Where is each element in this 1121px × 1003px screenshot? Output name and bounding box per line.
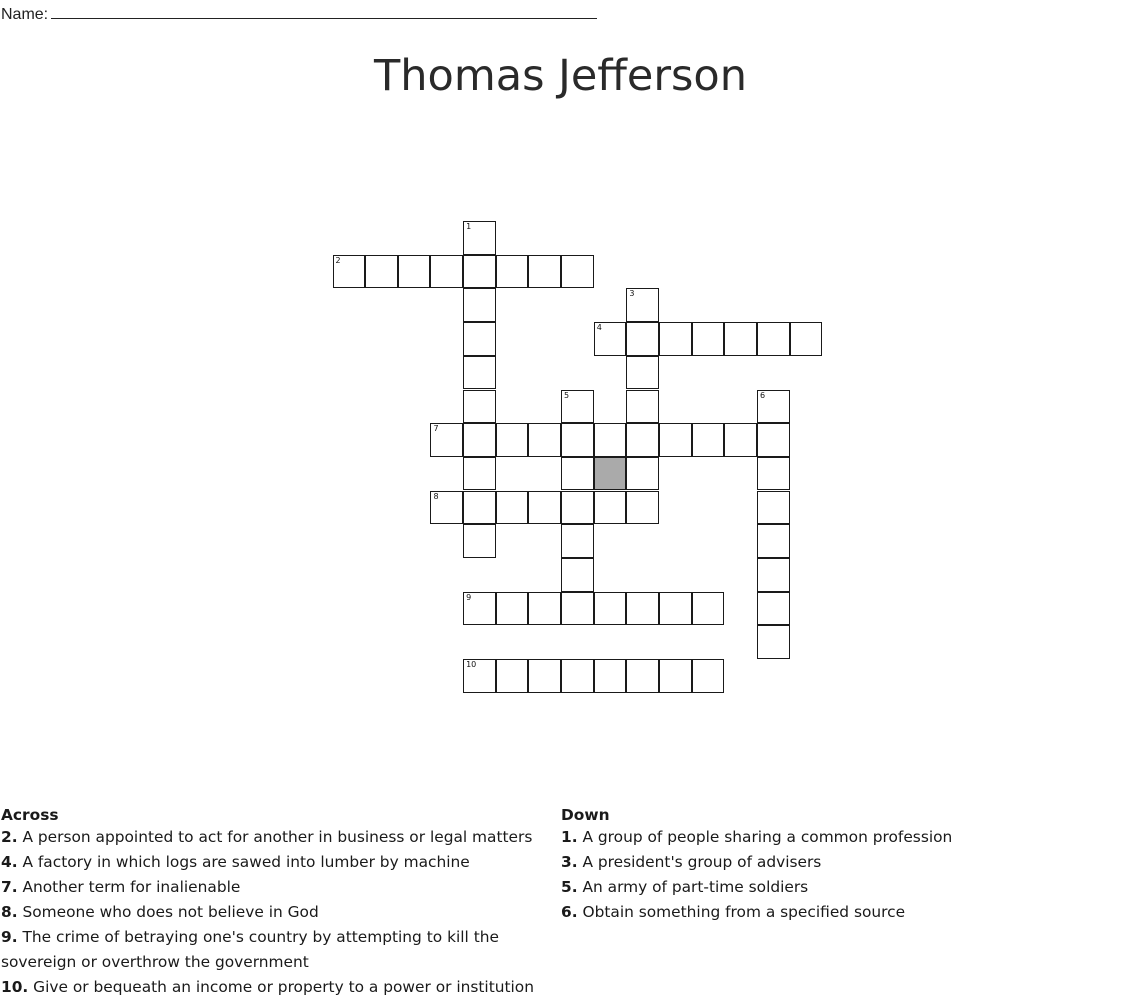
crossword-cell[interactable]	[626, 322, 659, 356]
clue-number: 2	[335, 255, 341, 265]
clue-number-label: 10.	[1, 978, 29, 996]
clue-text: A factory in which logs are sawed into lumber by machine	[22, 853, 470, 871]
crossword-cell[interactable]	[594, 322, 627, 356]
clue-number: 4	[596, 323, 602, 333]
clue-text: Someone who does not believe in God	[22, 903, 319, 921]
crossword-cell[interactable]	[757, 524, 790, 558]
clue-text: The crime of betraying one's country by attempting to kill the sovereign or overthrow the government	[1, 928, 499, 971]
crossword-cell[interactable]	[724, 423, 757, 457]
crossword-cell[interactable]	[463, 457, 496, 491]
crossword-cell[interactable]	[626, 356, 659, 390]
crossword-cell[interactable]	[430, 255, 463, 289]
across-clue-list	[1, 825, 553, 1000]
across-clue	[1, 825, 553, 850]
clue-number: 5	[564, 390, 570, 400]
crossword-cell[interactable]	[594, 659, 627, 693]
crossword-cell[interactable]	[463, 390, 496, 424]
clue-text: Another term for inalienable	[22, 878, 241, 896]
crossword-cell[interactable]	[757, 423, 790, 457]
crossword-cell[interactable]	[561, 558, 594, 592]
crossword-cell[interactable]	[528, 255, 561, 289]
clue-number-label: 2.	[1, 828, 18, 846]
crossword-cell[interactable]	[561, 659, 594, 693]
crossword-cell[interactable]	[496, 659, 529, 693]
crossword-cell[interactable]	[333, 255, 366, 289]
clue-number: 10	[466, 660, 477, 670]
crossword-cell[interactable]	[430, 423, 463, 457]
down-clues	[561, 805, 1081, 925]
crossword-cell[interactable]	[626, 423, 659, 457]
across-heading: Across	[1, 806, 59, 824]
clue-number-label: 6.	[561, 903, 578, 921]
crossword-cell[interactable]	[496, 255, 529, 289]
clue-number: 9	[466, 592, 472, 602]
crossword-cell[interactable]	[757, 491, 790, 525]
crossword-cell[interactable]	[757, 625, 790, 659]
name-label: Name:	[1, 6, 49, 23]
across-clue	[1, 900, 553, 925]
across-clue	[1, 925, 553, 975]
crossword-cell[interactable]	[561, 423, 594, 457]
crossword-cell[interactable]	[659, 322, 692, 356]
crossword-cell[interactable]	[594, 592, 627, 626]
down-heading: Down	[561, 806, 610, 824]
crossword-cell[interactable]	[561, 457, 594, 491]
down-clue	[561, 900, 1081, 925]
crossword-cell[interactable]	[528, 491, 561, 525]
crossword-cell[interactable]	[463, 255, 496, 289]
across-clue	[1, 975, 553, 1000]
clue-number-label: 1.	[561, 828, 578, 846]
crossword-cell[interactable]	[463, 221, 496, 255]
clue-text: Give or bequeath an income or property to a power or institution	[33, 978, 534, 996]
crossword-cell[interactable]	[528, 659, 561, 693]
name-underline[interactable]	[51, 2, 597, 19]
crossword-cell[interactable]	[626, 491, 659, 525]
crossword-cell[interactable]	[757, 390, 790, 424]
across-clues	[1, 805, 553, 1000]
crossword-cell[interactable]	[496, 592, 529, 626]
crossword-cell[interactable]	[692, 659, 725, 693]
crossword-cell[interactable]	[790, 322, 823, 356]
down-clue	[561, 825, 1081, 850]
crossword-cell[interactable]	[692, 592, 725, 626]
crossword-cell[interactable]	[463, 491, 496, 525]
clue-number-label: 7.	[1, 878, 18, 896]
crossword-cell[interactable]	[692, 322, 725, 356]
crossword-cell[interactable]	[594, 491, 627, 525]
clue-number-label: 4.	[1, 853, 18, 871]
crossword-block-cell	[594, 457, 627, 491]
crossword-cell[interactable]	[561, 390, 594, 424]
crossword-cell[interactable]	[463, 322, 496, 356]
clue-number: 8	[433, 491, 439, 501]
clue-text: A president's group of advisers	[582, 853, 822, 871]
across-clue	[1, 875, 553, 900]
crossword-cell[interactable]	[463, 423, 496, 457]
crossword-cell[interactable]	[561, 491, 594, 525]
crossword-cell[interactable]	[365, 255, 398, 289]
clue-text: Obtain something from a specified source	[582, 903, 906, 921]
clue-number: 3	[629, 289, 635, 299]
crossword-cell[interactable]	[626, 659, 659, 693]
crossword-cell[interactable]	[496, 491, 529, 525]
crossword-cell[interactable]	[626, 288, 659, 322]
crossword-cell[interactable]	[626, 390, 659, 424]
crossword-cell[interactable]	[463, 288, 496, 322]
crossword-cell[interactable]	[724, 322, 757, 356]
name-field[interactable]	[1, 2, 597, 26]
clue-number: 7	[433, 424, 439, 434]
crossword-cell[interactable]	[659, 592, 692, 626]
crossword-cell[interactable]	[626, 592, 659, 626]
crossword-cell[interactable]	[463, 659, 496, 693]
crossword-cell[interactable]	[692, 423, 725, 457]
crossword-cell[interactable]	[528, 423, 561, 457]
crossword-cell[interactable]	[528, 592, 561, 626]
across-clue	[1, 850, 553, 875]
crossword-cell[interactable]	[430, 491, 463, 525]
crossword-cell[interactable]	[561, 255, 594, 289]
crossword-cell[interactable]	[757, 558, 790, 592]
crossword-cell[interactable]	[463, 524, 496, 558]
crossword-cell[interactable]	[561, 524, 594, 558]
crossword-cell[interactable]	[463, 592, 496, 626]
clue-number-label: 3.	[561, 853, 578, 871]
clue-number: 1	[466, 222, 472, 231]
crossword-cell[interactable]	[561, 592, 594, 626]
crossword-cell[interactable]	[757, 592, 790, 626]
crossword-cell[interactable]	[659, 659, 692, 693]
page-title: Thomas Jefferson	[374, 51, 747, 101]
down-clue-list	[561, 825, 1081, 925]
crossword-cell[interactable]	[757, 457, 790, 491]
clue-text: An army of part-time soldiers	[582, 878, 809, 896]
clue-number-label: 5.	[561, 878, 578, 896]
crossword-cell[interactable]	[626, 457, 659, 491]
crossword-cell[interactable]	[757, 322, 790, 356]
crossword-cell[interactable]	[398, 255, 431, 289]
clue-number-label: 8.	[1, 903, 18, 921]
crossword-cell[interactable]	[463, 356, 496, 390]
clue-number: 6	[759, 390, 766, 400]
crossword-cell[interactable]	[659, 423, 692, 457]
clue-text: A group of people sharing a common profession	[582, 828, 953, 846]
clue-text: A person appointed to act for another in business or legal matters	[22, 828, 533, 846]
down-clue	[561, 875, 1081, 900]
crossword-cell[interactable]	[594, 423, 627, 457]
down-clue	[561, 850, 1081, 875]
crossword-cell[interactable]	[496, 423, 529, 457]
clue-number-label: 9.	[1, 928, 18, 946]
